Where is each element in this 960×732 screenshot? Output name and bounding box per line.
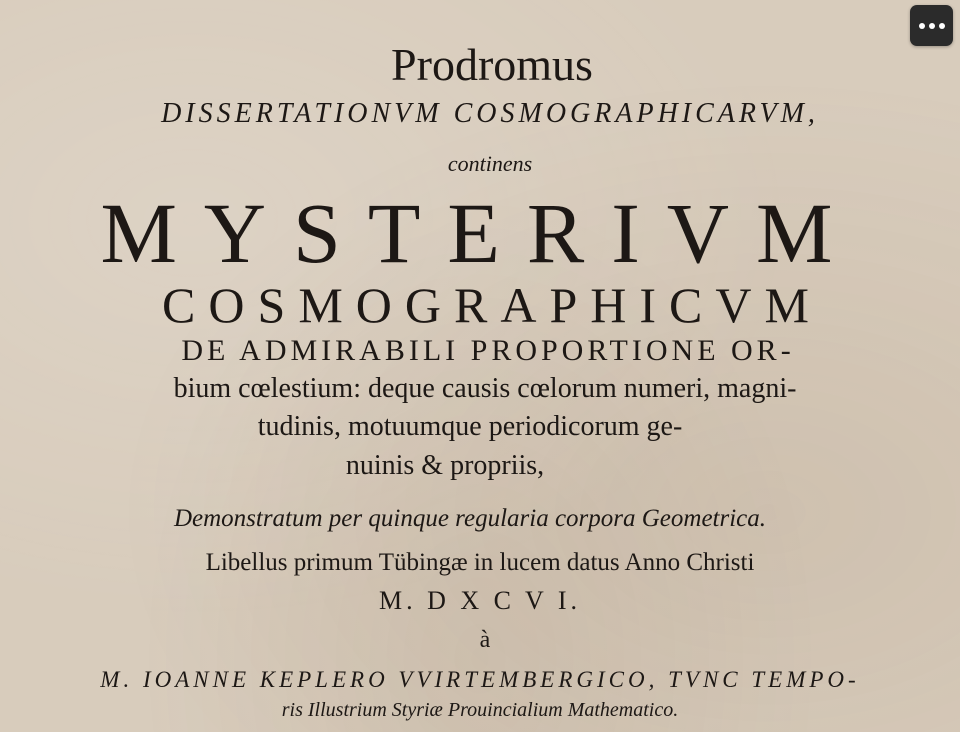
title-prodromus: Prodromus — [391, 39, 593, 90]
more-options-button[interactable] — [910, 5, 953, 46]
text-tudinis: tudinis, motuumque periodicorum ge- — [257, 411, 683, 442]
text-year: M. D X C V I. — [378, 586, 581, 615]
title-cosmographicum: COSMOGRAPHICVM — [162, 277, 822, 333]
text-author: M. IOANNE KEPLERO VVIRTEMBERGICO, TVNC TEMPO- — [100, 667, 860, 692]
text-a: à — [479, 627, 491, 653]
text-bium-coelestium: bium cœlestium: deque causis cœlorum numeri, magni- — [173, 373, 797, 404]
more-horizontal-icon — [919, 23, 945, 29]
text-continens: continens — [447, 151, 533, 176]
text-demonstratum: Demonstratum per quinque regularia corpora Geometrica. — [173, 505, 767, 532]
title-mysterium: MYSTERIVM — [100, 185, 860, 281]
text-author-title: ris Illustrium Styriæ Prouincialium Mathematico. — [281, 699, 679, 721]
text-de-admirabili: DE ADMIRABILI PROPORTIONE OR- — [181, 334, 795, 367]
subtitle-dissertationum: DISSERTATIONVM COSMOGRAPHICARVM, — [161, 98, 819, 129]
text-nuinis: nuinis & propriis, — [345, 450, 545, 481]
text-libellus: Libellus primum Tübingæ in lucem datus Anno Christi — [205, 549, 755, 576]
